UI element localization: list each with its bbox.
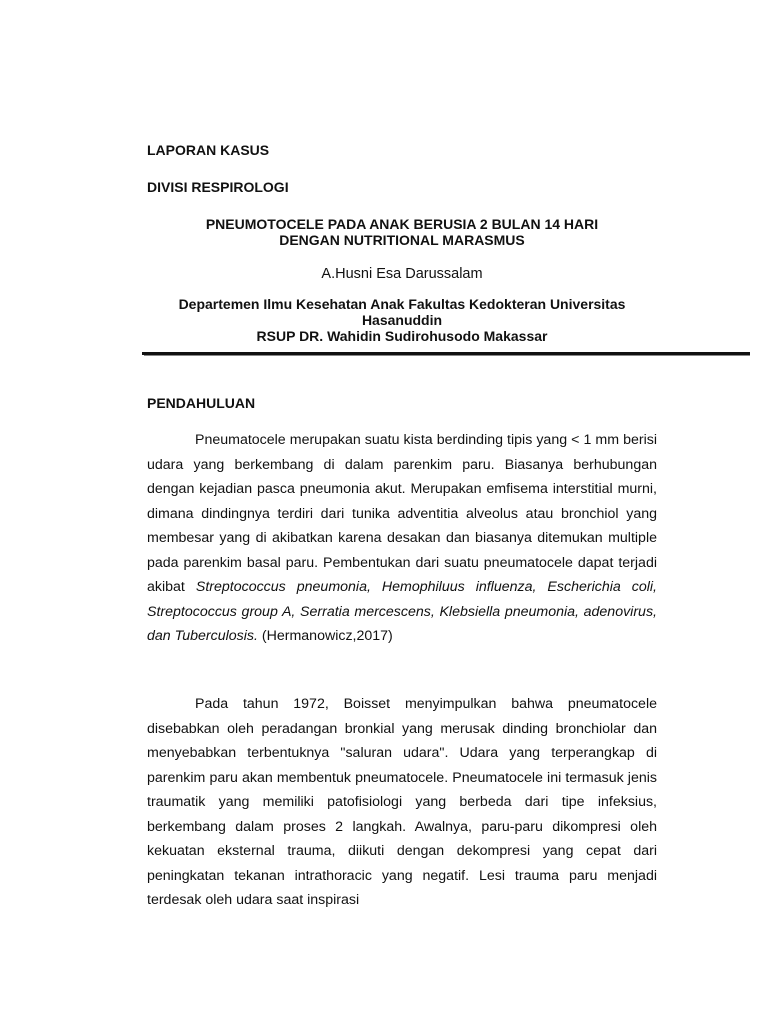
affiliation-line-1: Departemen Ilmu Kesehatan Anak Fakultas Kedokteran Universitas <box>178 296 626 312</box>
affiliation-line-3: RSUP DR. Wahidin Sudirohusodo Makassar <box>256 328 548 344</box>
report-type-heading: LAPORAN KASUS <box>147 142 270 158</box>
paragraph-2-text: Pada tahun 1972, Boisset menyimpulkan bahwa pneumatocele disebabkan oleh peradangan bronkial yang merusak dinding bronchiolar dan menyebabkan terbentuknya "saluran udara". Udara yang terperangkap di parenkim paru akan membentuk pneumatocele. Pneumatocele ini termasuk jenis traumatik yang memiliki patofisiologi yang berbeda dari tipe infeksius, berkembang dalam proses 2 langkah. Awalnya, paru-paru dikompresi oleh kekuatan eksternal trauma, diikuti dengan dekompresi yang cepat dari peningkatan tekanan intrathoracic yang negatif. Lesi trauma paru menjadi terdesak oleh udara saat inspirasi <box>147 696 657 908</box>
affiliation-line-2: Hasanuddin <box>361 312 443 328</box>
author-name: A.Husni Esa Darussalam <box>321 266 483 282</box>
title-line-2: DENGAN NUTRITIONAL MARASMUS <box>279 232 525 248</box>
header-divider-shadow <box>144 355 750 356</box>
title-line-1: PNEUMOTOCELE PADA ANAK BERUSIA 2 BULAN 14 HARI <box>205 216 599 232</box>
paragraph-1-citation: (Hermanowicz,2017) <box>257 628 393 644</box>
document-title <box>147 216 657 248</box>
paragraph-2 <box>147 692 657 913</box>
division-heading: DIVISI RESPIROLOGI <box>147 179 289 195</box>
paragraph-1 <box>147 428 657 649</box>
paragraph-1-text: Pneumatocele merupakan suatu kista berdinding tipis yang < 1 mm berisi udara yang berkembang di dalam parenkim paru. Biasanya berhubungan dengan kejadian pasca pneumonia akut. Merupakan emfisema interstitial murni, dimana dindingnya terdiri dari tunika adventitia alveolus atau bronchiol yang membesar yang di akibatkan karena desakan dan biasanya ditemukan multiple pada parenkim basal paru. Pembentukan dari suatu pneumatocele dapat terjadi akibat <box>147 432 657 595</box>
section-heading: PENDAHULUAN <box>147 395 256 411</box>
paragraph-1-organisms: Streptococcus pneumonia, Hemophiluus influenza, Escherichia coli, Streptococcus group A, Serratia mercescens, Klebsiella pneumonia, adenovirus, dan Tuberculosis. <box>147 579 657 644</box>
affiliation-block <box>147 296 657 344</box>
